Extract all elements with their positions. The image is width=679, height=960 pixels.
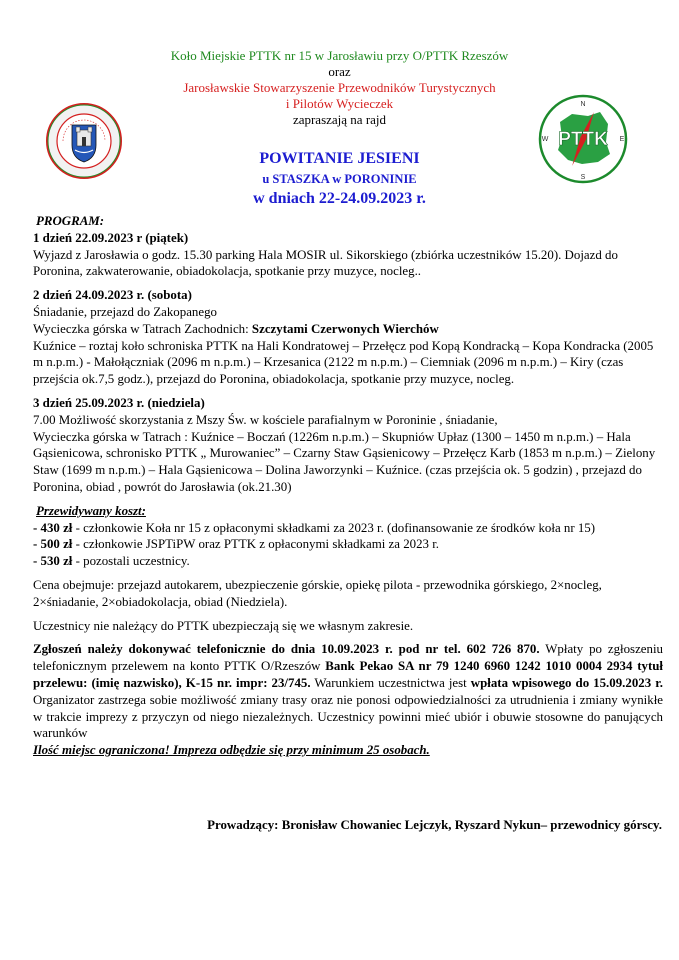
participation-condition: Warunkiem uczestnictwa jest xyxy=(310,675,471,690)
day3-line1: 7.00 Możliwość skorzystania z Mszy Św. w kościele parafialnym w Poroninie , śniadanie, xyxy=(33,412,498,427)
organizer-disclaimer: Organizator zastrzega sobie możliwość zmiany trasy oraz nie ponosi odpowiedzialności za utrudnienia i zmiany wynikłe w trakcie imprezy z przyczyn od niego niezależnych. Uczestnicy powinni mieć ubiór i obuwie stosowne do panujących warunków xyxy=(33,692,663,741)
day1-text: Wyjazd z Jarosławia o godz. 15.30 parking Hala MOSIR ul. Sikorskiego (zbiórka uczestników 15.20). Dojazd do Poronina, zakwaterowanie, obiadokolacja, spotkanie przy muzyce, nocleg.. xyxy=(33,247,618,279)
compass-e-label: E xyxy=(619,136,625,143)
limited-places-note: Ilość miejsc ograniczona! Impreza odbędzie się przy minimum 25 osobach. xyxy=(33,743,430,758)
day3-text: Wycieczka górska w Tatrach : Kuźnice – Boczań (1226m n.p.m.) – Skupniów Upłaz (1300 – 1450 m n.p.m.) – Hala Gąsienicowa, schronisko PTTK „ Murowaniec” – Czarny Staw Gąsienicowy – Przełęcz Karb (1853 m n.p.m.) – Zielony Staw (1699 m n.p.m.) – Hala Gąsienicowa – Dolina Jaworzynki – Kuźnice. (czas przejścia ok. 5 godzin) , przejazd do Poronina, obiad , powrót do Jarosławia (ok.21.30) xyxy=(33,429,656,494)
cost-price: - 500 zł xyxy=(33,537,73,552)
program-heading: PROGRAM: xyxy=(36,214,105,228)
cost-item xyxy=(33,536,663,553)
cost-item xyxy=(33,553,663,570)
organizer-line-1: Koło Miejskie PTTK nr 15 w Jarosławiu przy O/PTTK Rzeszów xyxy=(170,48,509,63)
price-includes: Cena obejmuje: przejazd autokarem, ubezpieczenie górskie, opiekę pilota - przewodnika górskiego, 2×nocleg, 2×śniadanie, 2×obiadokolacja, obiad (Niedziela). xyxy=(33,577,602,609)
cost-price: - 530 zł xyxy=(33,554,73,569)
event-dates: w dniach 22-24.09.2023 r. xyxy=(253,190,426,207)
pttk-logo-text: PTTK xyxy=(558,129,608,150)
compass-w-label: W xyxy=(541,136,549,143)
cost-desc: - pozostali uczestnicy. xyxy=(72,554,190,569)
organizer-and: oraz xyxy=(328,64,351,79)
event-title-block xyxy=(0,148,679,210)
registration-deadline: Zgłoszeń należy dokonywać telefonicznie do dnia 10.09.2023 r. pod nr tel. 602 726 870. xyxy=(33,642,540,657)
registration-info xyxy=(33,641,663,742)
cost-item xyxy=(33,520,663,537)
compass-n-label: N xyxy=(580,101,586,108)
cost-heading: Przewidywany koszt: xyxy=(36,503,146,518)
day1-title: 1 dzień 22.09.2023 r (piątek) xyxy=(33,230,189,245)
day2-line2 xyxy=(33,321,663,338)
cost-desc: - członkowie JSPTiPW oraz PTTK z opłaconymi składkami za 2023 r. xyxy=(72,537,440,552)
day2-line1: Śniadanie, przejazd do Zakopanego xyxy=(33,304,217,319)
organizer-line-3: i Pilotów Wycieczek xyxy=(285,96,394,111)
payment-intro: Wpłaty po zgłoszeniu telefonicznym przelewem na konto PTTK O/Rzeszów xyxy=(33,642,663,674)
program-content xyxy=(33,213,663,759)
day2-title: 2 dzień 24.09.2023 r. (sobota) xyxy=(33,288,192,303)
event-subtitle: u STASZKA w PORONINIE xyxy=(262,172,417,186)
bank-account: Bank Pekao SA nr 79 1240 6960 1242 1010 0004 2934 tytuł przelewu: (imię nazwisko), K-15 nr. impr: 23/745. xyxy=(33,659,663,690)
cost-price: - 430 zł xyxy=(33,520,73,535)
insurance-note: Uczestnicy nie należący do PTTK ubezpieczają się we własnym zakresie. xyxy=(33,618,414,633)
event-title: POWITANIE JESIENI xyxy=(259,150,420,167)
day2-text: Kuźnice – roztaj koło schroniska PTTK na Hali Kondratowej – Przełęcz pod Kopą Kondracką – Kopa Kondracka (2005 m n.p.m.) - Małołączniak (2096 m n.p.m.) – Krzesanica (2122 m n.p.m.) – Ciemniak (2096 m n.p.m.) – Kiry (czas przejścia ok.7,5 godz.), przejazd do Poronina, obiadokolacja, spotkanie przy muzyce, nocleg. xyxy=(33,338,654,387)
day2-route-name: Szczytami Czerwonych Wierchów xyxy=(251,321,439,336)
cost-desc: - członkowie Koła nr 15 z opłaconymi składkami za 2023 r. (dofinansowanie ze środków koła nr 15) xyxy=(72,520,596,535)
organizer-line-2: Jarosławskie Stowarzyszenie Przewodników Turystycznych xyxy=(183,80,496,95)
invitation-line: zapraszają na rajd xyxy=(292,112,387,127)
compass-s-label: S xyxy=(580,174,586,181)
guides-footer: Prowadzący: Bronisław Chowaniec Lejczyk, Ryszard Nykun– przewodnicy górscy. xyxy=(207,818,662,832)
day2-line2-prefix: Wycieczka górska w Tatrach Zachodnich: xyxy=(33,321,252,336)
deposit-deadline: wpłata wpisowego do 15.09.2023 r. xyxy=(470,675,663,690)
day3-title: 3 dzień 25.09.2023 r. (niedziela) xyxy=(33,395,205,410)
